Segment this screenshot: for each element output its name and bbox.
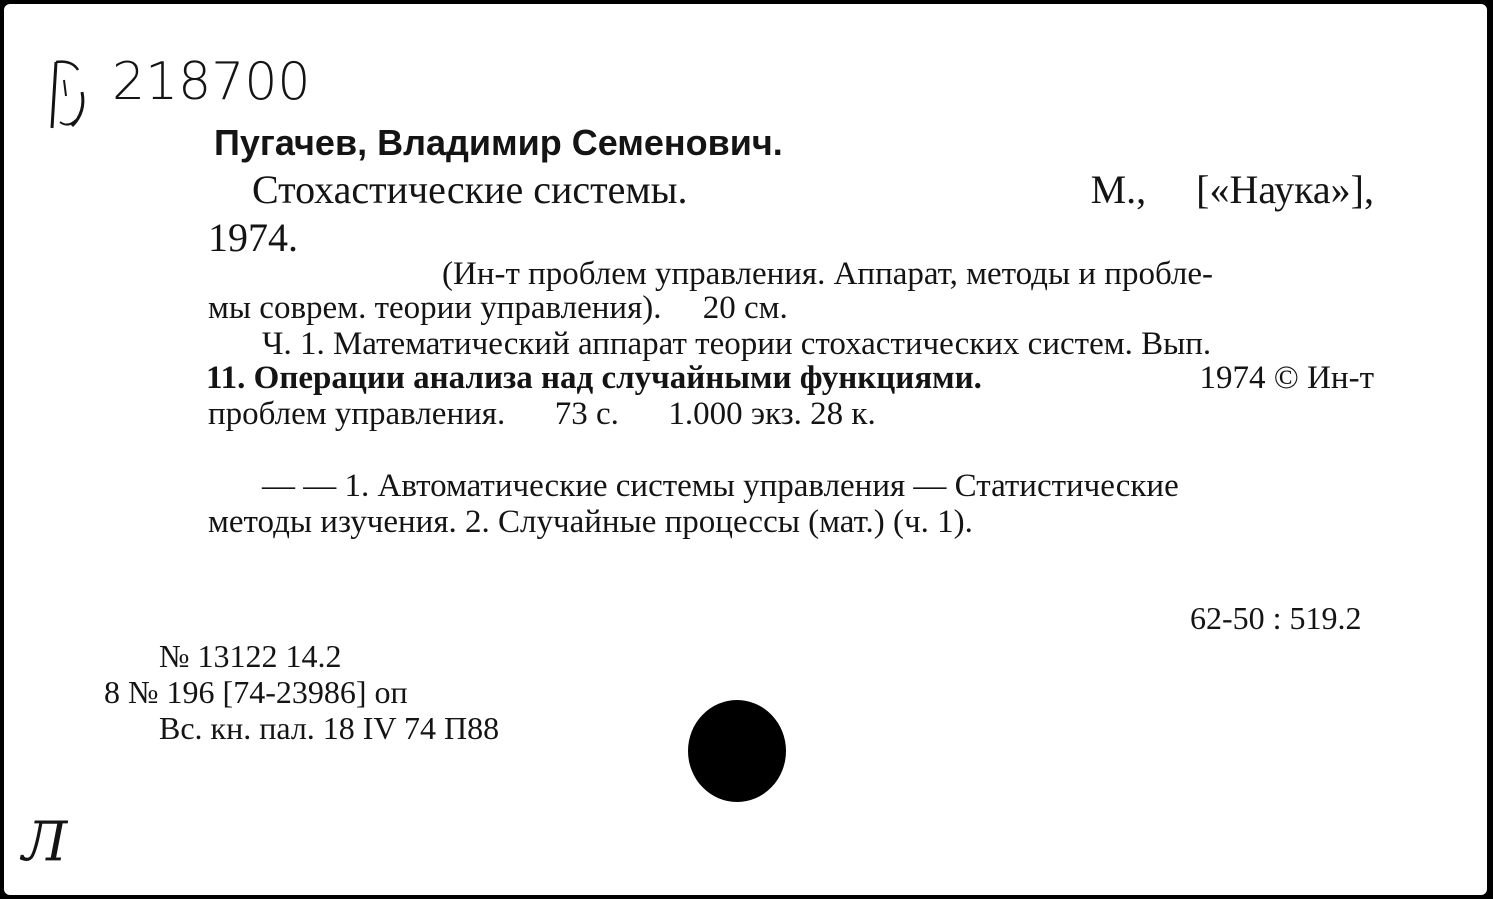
part-title: 11. Операции анализа над случайными функциями. [206,360,982,396]
part-line-3 [208,396,876,433]
call-number: 218700 [112,52,311,112]
publication-year: 1974. [208,215,298,260]
page-count: 73 с. [554,396,619,432]
imprint-place: М., [1090,167,1147,212]
series-text: мы соврем. теории управления). [208,290,662,326]
book-title: Стохастические системы. [252,167,688,212]
corner-stamp-mark [42,56,112,136]
punch-hole [688,700,786,802]
imprint [1091,166,1374,213]
subjects-line-2: методы изучения. 2. Случайные процессы (мат.) (ч. 1). [208,504,973,540]
part-line-2 [206,360,1374,397]
copies-price: 1.000 экз. 28 к. [668,396,876,432]
handwritten-mark: Л [22,810,68,873]
catalog-card [4,4,1487,895]
part-copyright: 1974 © Ин-т [1199,360,1374,396]
book-size: 20 см. [702,290,788,326]
classification-code: 62-50 : 519.2 [1190,600,1362,636]
title-imprint-line [252,166,1374,213]
inventory-line-2: 8 № 196 [74-23986] оп [104,674,408,710]
part-line-1: Ч. 1. Математический аппарат теории стохастических систем. Вып. [262,326,1212,362]
imprint-publisher: [«Наука»], [1196,167,1374,212]
subjects-line-1: — — 1. Автоматические системы управления — Статистические [262,468,1179,504]
publisher-name: проблем управления. [208,396,506,432]
author-heading: Пугачев, Владимир Семенович. [214,122,783,163]
series-line-2 [208,290,788,327]
inventory-line-1: № 13122 14.2 [159,638,342,674]
series-line-1: (Ин-т проблем управления. Аппарат, методы и пробле- [442,256,1214,292]
inventory-line-3: Вс. кн. пал. 18 IV 74 П88 [159,710,500,746]
